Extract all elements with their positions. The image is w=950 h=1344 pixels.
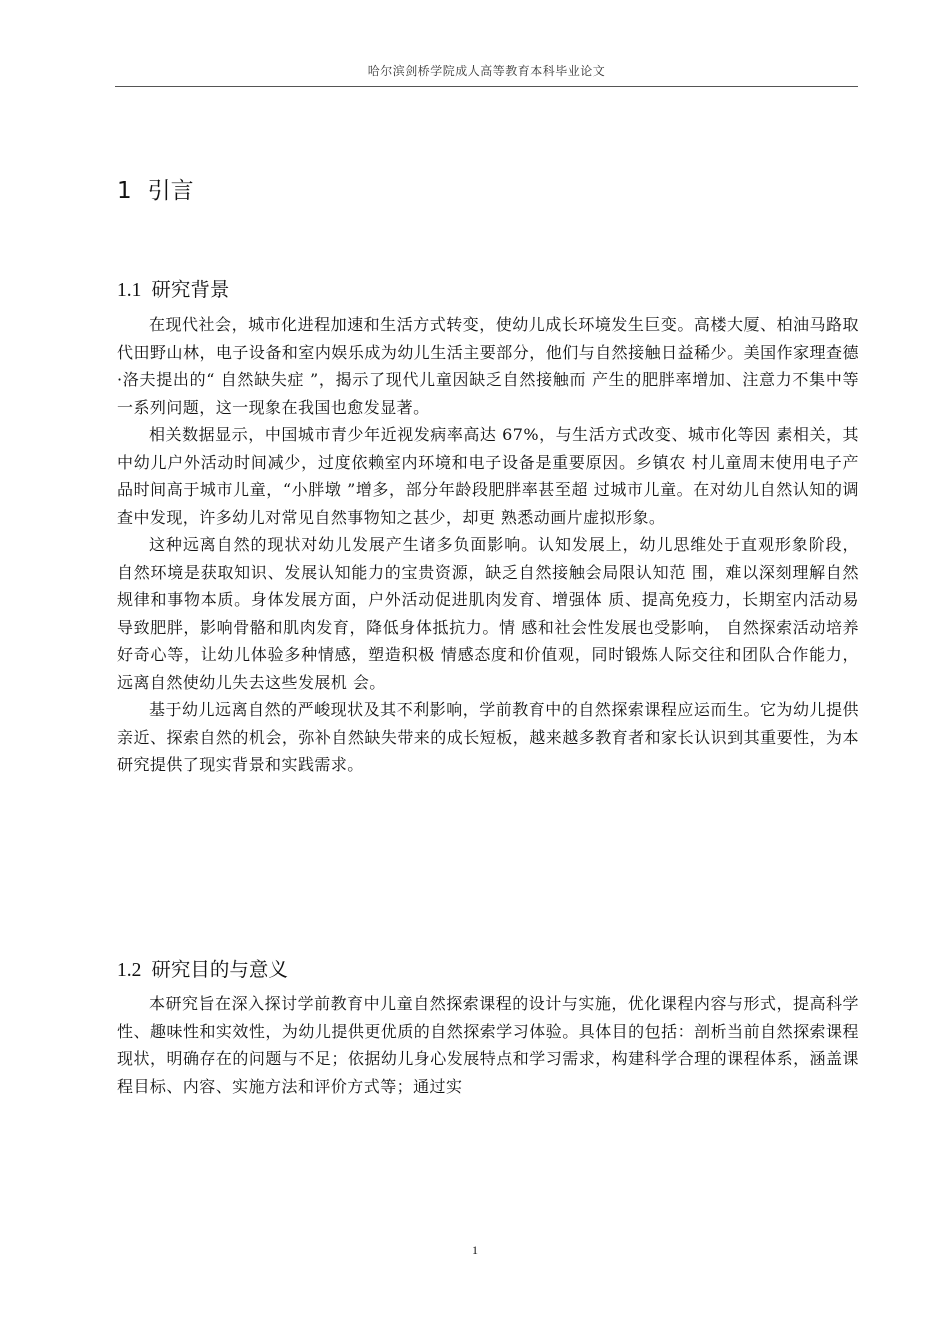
chapter-title-text: 引言 [147,178,194,204]
header-rule [115,86,858,87]
chapter-number: 1 [117,178,132,204]
paragraph: 本研究旨在深入探讨学前教育中儿童自然探索课程的设计与实施，优化课程内容与形式，提高科学性、趣味性和实效性，为幼儿提供更优质的自然探索学习体验。具体目的包括：剖析当前自然探索课程现状，明确存在的问题与不足；依据幼儿身心发展特点和学习需求，构建科学合理的课程体系，涵盖课程目标、内容、实施方法和评价方式等；通过实 [117,994,859,1096]
section-number: 1.1 [117,280,142,301]
section-heading-1-1 [117,274,229,302]
section-number: 1.2 [117,960,142,981]
section-body-1-1 [117,311,859,779]
paragraph: 这种远离自然的现状对幼儿发展产生诸多负面影响。认知发展上，幼儿思维处于直观形象阶段， 自然环境是获取知识、发展认知能力的宝贵资源，缺乏自然接触会局限认知范 围，难以深刻理解自然规律和事物本质。身体发展方面，户外活动促进肌肉发育、增强体 质、提高免疫力，长期室内活动易导致肥胖，影响骨骼和肌肉发育，降低身体抵抗力。情 感和社会性发展也受影响， 自然探索活动培养好奇心等，让幼儿体验多种情感，塑造积极 情感态度和价值观，同时锻炼人际交往和团队合作能力，远离自然使幼儿失去这些发展机 会。 [117,535,859,692]
paragraph: 在现代社会，城市化进程加速和生活方式转变，使幼儿成长环境发生巨变。高楼大厦、柏油马路取代田野山林，电子设备和室内娱乐成为幼儿生活主要部分，他们与自然接触日益稀少。美国作家理查德·洛夫提出的“ 自然缺失症 ”，揭示了现代儿童因缺乏自然接触而 产生的肥胖率增加、注意力不集中等一系列问题，这一现象在我国也愈发显著。 [117,315,859,417]
paragraph: 基于幼儿远离自然的严峻现状及其不利影响，学前教育中的自然探索课程应运而生。它为幼儿提供亲近、探索自然的机会，弥补自然缺失带来的成长短板，越来越多教育者和家长认识到其重要性，为本研究提供了现实背景和实践需求。 [117,700,859,774]
section-body-1-2 [117,990,859,1100]
page-number: 1 [472,1243,478,1257]
running-header: 哈尔滨剑桥学院成人高等教育本科毕业论文 [367,64,606,78]
section-title-text: 研究目的与意义 [151,958,288,981]
paragraph: 相关数据显示，中国城市青少年近视发病率高达 67%，与生活方式改变、城市化等因 素相关，其中幼儿户外活动时间减少，过度依赖室内环境和电子设备是重要原因。乡镇农 村儿童周末使用电子产品时间高于城市儿童，“小胖墩 ”增多，部分年龄段肥胖率甚至超 过城市儿童。在对幼儿自然认知的调查中发现，许多幼儿对常见自然事物知之甚少，却更 熟悉动画片虚拟形象。 [117,425,859,527]
section-title-text: 研究背景 [151,278,230,301]
section-heading-1-2 [117,954,288,982]
chapter-title [117,172,194,205]
